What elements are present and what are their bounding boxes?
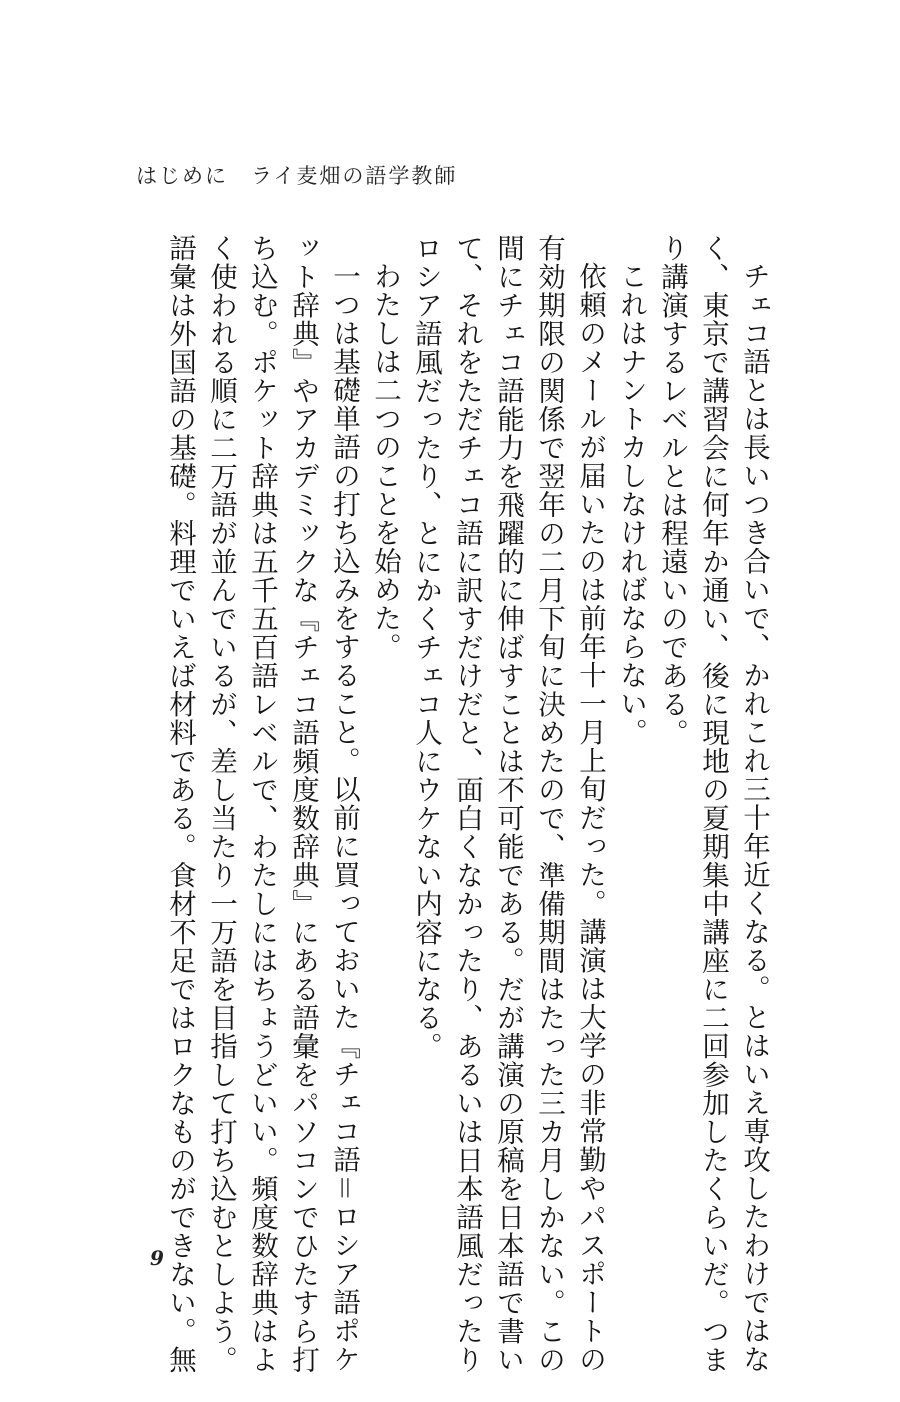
text-column: 間にチェコ語能力を飛躍的に伸ばすことは不可能である。だが講演の原稿を日本語で書い xyxy=(492,234,524,1374)
body-text xyxy=(159,234,774,1374)
text-column: く使われる順に二万語が並んでいるが、差し当たり一万語を目指して打ち込むとしよう。 xyxy=(205,234,237,1374)
text-column: く、東京で講習会に何年か通い、後に現地の夏期集中講座に二回参加したくらいだ。つま xyxy=(697,234,729,1374)
text-column: 有効期限の関係で翌年の二月下旬に決めたので、準備期間はたった三カ月しかない。この xyxy=(533,234,565,1374)
text-column: これはナントカしなければならない。 xyxy=(615,261,647,746)
text-column: ロシア語風だったり、とにかくチェコ人にウケない内容になる。 xyxy=(410,234,442,1061)
text-column: ち込む。ポケット辞典は五千五百語レベルで、わたしにはちょうどいい。頻度数辞典はよ xyxy=(246,234,278,1374)
text-column: 語彙は外国語の基礎。料理でいえば材料である。食材不足ではロクなものができない。無 xyxy=(164,234,196,1374)
page-number: 9 xyxy=(150,1246,164,1270)
text-column: り講演するレベルとは程遠いのである。 xyxy=(656,234,688,747)
text-column: て、それをただチェコ語に訳すだけだと、面白くなかったり、あるいは日本語風だったり xyxy=(451,234,483,1374)
text-column: ット辞典』やアカデミックな『チェコ語頻度数辞典』にある語彙をパソコンでひたすら打 xyxy=(287,234,319,1374)
text-column: 一つは基礎単語の打ち込みをすること。以前に買っておいた『チェコ語＝ロシア語ポケ xyxy=(328,261,360,1373)
running-header: はじめに ライ麦畑の語学教師 xyxy=(136,164,458,188)
text-column: 依頼のメールが届いたのは前年十一月上旬だった。講演は大学の非常勤やパスポートの xyxy=(574,261,606,1373)
text-column: わたしは二つのことを始めた。 xyxy=(369,261,401,661)
text-column: チェコ語とは長いつき合いで、かれこれ三十年近くなる。とはいえ専攻したわけではな xyxy=(738,261,770,1373)
